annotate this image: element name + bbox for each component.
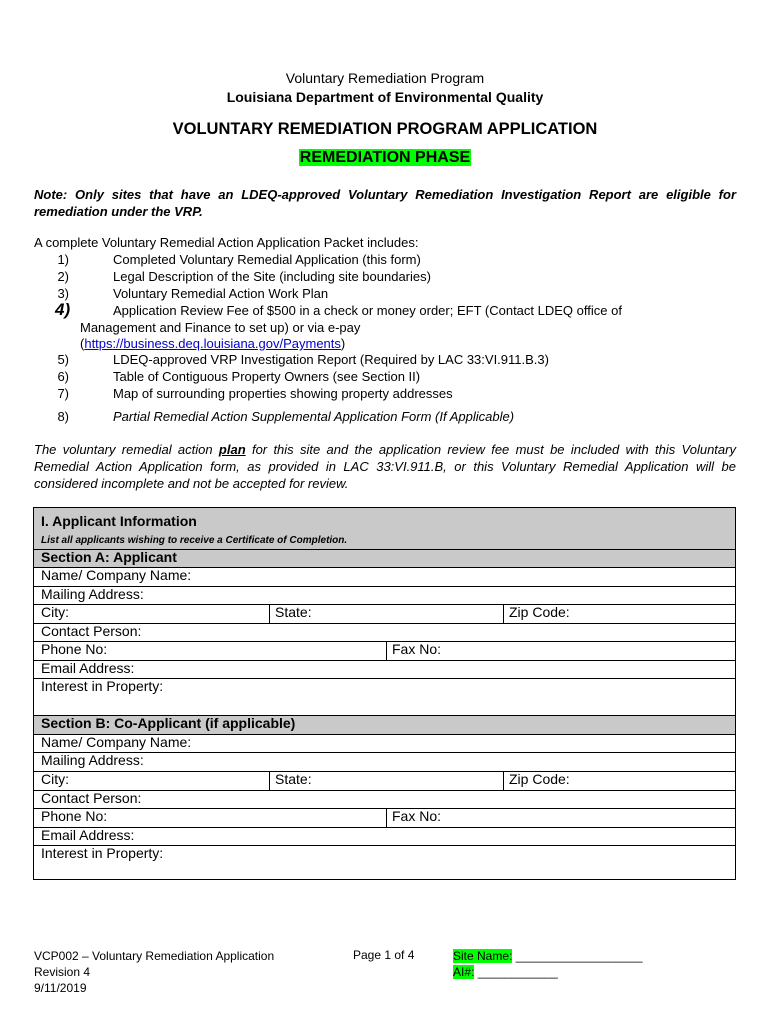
list-item-number: 4) [55,300,71,319]
email-field-a[interactable]: Email Address: [41,660,135,676]
packet-intro: A complete Voluntary Remedial Action Application Packet includes: [34,235,419,250]
name-field-a[interactable]: Name/ Company Name: [41,567,192,583]
footer-form-id: VCP002 – Voluntary Remediation Application [34,949,275,963]
section-title: I. Applicant Information [41,513,197,529]
interest-field-b[interactable]: Interest in Property: [41,845,164,861]
phase-label: REMEDIATION PHASE [299,149,471,166]
interest-field-a[interactable]: Interest in Property: [41,678,164,694]
payment-link[interactable]: https://business.deq.louisiana.gov/Payments [84,336,341,351]
section-a-heading: Section A: Applicant [41,549,177,565]
list-item-number: 7) [57,386,69,401]
contact-field-a[interactable]: Contact Person: [41,623,142,639]
paragraph-text: for this site and the application review fee must be included with this Voluntary Remedial Action Application form, as provided in LAC 33:VI.911.B, or this Voluntary Remedial Application will be considered incomplete and not be accepted for review. [34,442,736,491]
list-item-number: 5) [57,352,69,367]
email-field-b[interactable]: Email Address: [41,827,135,843]
applicant-form [33,507,736,880]
list-item-text: Voluntary Remedial Action Work Plan [113,286,329,301]
state-field-a[interactable]: State: [275,604,312,620]
list-item-text: Table of Contiguous Property Owners (see Section II) [113,369,421,384]
list-item-text: Completed Voluntary Remedial Application (this form) [113,252,421,267]
section-note: List all applicants wishing to receive a Certificate of Completion. [41,535,348,546]
fax-field-b[interactable]: Fax No: [392,808,442,824]
department-name: Louisiana Department of Environmental Quality [226,89,544,105]
mailing-address-field-b[interactable]: Mailing Address: [41,752,144,768]
list-item-number: 6) [57,369,69,384]
list-item-number: 2) [57,269,69,284]
footer-form-info [34,948,274,996]
list-item-number: 8) [57,409,69,424]
ai-number-blank[interactable]: ____________ [474,965,558,979]
city-field-b[interactable]: City: [41,771,69,787]
program-name: Voluntary Remediation Program [285,70,485,86]
list-item-continuation: Management and Finance to set up) or via e-pay [80,320,361,335]
footer-page-number: Page 1 of 4 [353,948,415,962]
phase-heading [0,149,770,167]
list-item-text: LDEQ-approved VRP Investigation Report (Required by LAC 33:VI.911.B.3) [113,352,549,367]
ai-number-label: AI#: [453,965,475,979]
name-field-b[interactable]: Name/ Company Name: [41,734,192,750]
form-title: VOLUNTARY REMEDIATION PROGRAM APPLICATION [172,120,598,138]
list-item-text: Map of surrounding properties showing property addresses [113,386,453,401]
city-field-a[interactable]: City: [41,604,69,620]
payment-link-line: (https://business.deq.louisiana.gov/Payments) [80,336,346,351]
eligibility-note: Note: Only sites that have an LDEQ-approved Voluntary Remediation Investigation Report are eligible for remediation under the VRP. [34,187,736,219]
footer-date: 9/11/2019 [34,981,87,995]
contact-field-b[interactable]: Contact Person: [41,790,142,806]
site-name-label: Site Name: [453,949,513,963]
paragraph-plan-word: plan [218,442,246,457]
phone-field-a[interactable]: Phone No: [41,641,108,657]
mailing-address-field-a[interactable]: Mailing Address: [41,586,144,602]
paragraph-text: The voluntary remedial action [34,442,219,457]
submission-paragraph [34,441,736,492]
fax-field-a[interactable]: Fax No: [392,641,442,657]
section-b-heading: Section B: Co-Applicant (if applicable) [41,715,296,731]
list-item-number: 3) [57,286,69,301]
list-item-text: Application Review Fee of $500 in a check or money order; EFT (Contact LDEQ office of [113,303,622,318]
site-name-blank[interactable]: ___________________ [512,949,643,963]
list-item-text: Legal Description of the Site (including site boundaries) [113,269,431,284]
list-item-text: Partial Remedial Action Supplemental Application Form (If Applicable) [113,409,515,424]
footer-revision: Revision 4 [34,965,91,979]
state-field-b[interactable]: State: [275,771,312,787]
zip-field-a[interactable]: Zip Code: [509,604,570,620]
phone-field-b[interactable]: Phone No: [41,808,108,824]
footer-site-info [453,948,643,980]
zip-field-b[interactable]: Zip Code: [509,771,570,787]
list-item-number: 1) [57,252,69,267]
